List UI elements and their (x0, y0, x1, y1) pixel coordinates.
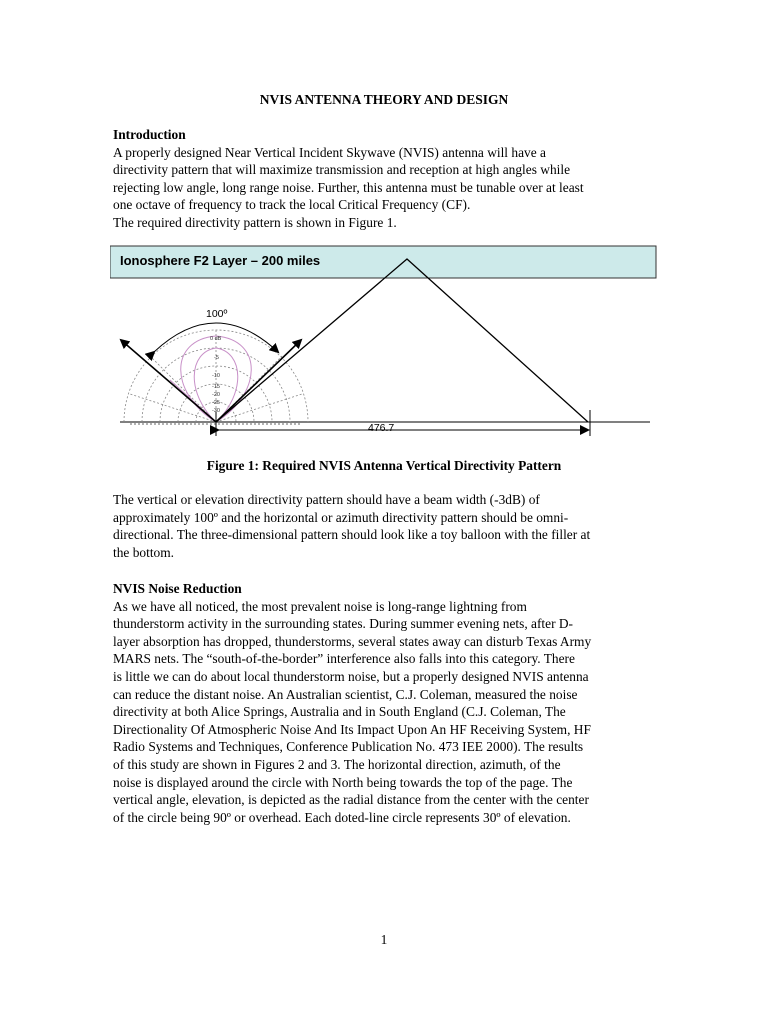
paragraph-line: noise is displayed around the circle with North being towards the top of the page. The (113, 774, 573, 790)
introduction-section (113, 126, 658, 232)
directivity-lobes (170, 336, 251, 422)
paragraph-line: thunderstorm activity in the surrounding states. During summer evening nets, after D- (113, 616, 574, 632)
paragraph-line: of this study are shown in Figures 2 and 3. The horizontal direction, azimuth, of the (113, 756, 561, 772)
document-title: NVIS ANTENNA THEORY AND DESIGN (259, 92, 509, 107)
db-label: -5 (214, 355, 219, 361)
figure-1 (110, 244, 670, 444)
noise-reduction-section (113, 580, 658, 826)
paragraph-line: is little we can do about local thunderstorm noise, but a properly designed NVIS antenna (113, 668, 589, 684)
polar-grid-spoke (216, 394, 302, 422)
paragraph-line: layer absorption has dropped, thunderstorms, several states away can disturb Texas Army (113, 633, 592, 649)
polar-grid-spoke (130, 394, 216, 422)
db-label: -15 (212, 384, 220, 390)
introduction-heading: Introduction (113, 127, 186, 142)
page-number: 1 (380, 932, 388, 947)
paragraph-line: directivity at both Alice Springs, Australia and in South England (C.J. Coleman, The (113, 704, 566, 720)
paragraph-line: the bottom. (113, 544, 174, 560)
db-label: -25 (212, 400, 220, 406)
pattern-paragraph (113, 491, 658, 561)
db-label: -30 (212, 408, 220, 414)
paragraph-line: MARS nets. The “south-of-the-border” interference also falls into this category. There (113, 651, 575, 667)
intro-line: one octave of frequency to track the local Critical Frequency (CF). (113, 197, 471, 213)
db-label: -20 (212, 392, 220, 398)
paragraph-line: of the circle being 90º or overhead. Each doted-line circle represents 30º of elevation. (113, 809, 571, 825)
polar-grid-spoke (150, 356, 216, 422)
beamwidth-label: 100º (206, 308, 228, 320)
ionosphere-layer-label: Ionosphere F2 Layer – 200 miles (120, 253, 321, 268)
paragraph-line: approximately 100º and the horizontal or azimuth directivity pattern should be omni- (113, 509, 569, 525)
intro-line: directivity pattern that will maximize transmission and reception at high angles while (113, 162, 571, 178)
distance-label: 476.7 (368, 422, 395, 434)
paragraph-line: directional. The three-dimensional pattern should look like a toy balloon with the filler at (113, 527, 591, 543)
beam-edge-right-arrow (216, 340, 301, 422)
paragraph-line: vertical angle, elevation, is depicted as the radial distance from the center with the center (113, 792, 589, 808)
intro-line: The required directivity pattern is shown in Figure 1. (113, 214, 397, 230)
db-label: 0 dB (210, 336, 222, 342)
noise-reduction-heading: NVIS Noise Reduction (113, 581, 242, 596)
paragraph-line: As we have all noticed, the most prevalent noise is long-range lightning from (113, 598, 527, 614)
paragraph-line: can reduce the distant noise. An Australian scientist, C.J. Coleman, measured the noise (113, 686, 578, 702)
directivity-diagram (110, 244, 670, 444)
db-label: -10 (212, 373, 220, 379)
figure-caption: Figure 1: Required NVIS Antenna Vertical Directivity Pattern (206, 458, 562, 473)
intro-line: rejecting low angle, long range noise. Further, this antenna must be tunable over at least (113, 179, 584, 195)
intro-line: A properly designed Near Vertical Incident Skywave (NVIS) antenna will have a (113, 144, 546, 160)
paragraph-line: Directionality Of Atmospheric Noise And Its Impact Upon An HF Receiving System, HF (113, 721, 591, 737)
skywave-path (216, 259, 588, 422)
paragraph-line: Radio Systems and Techniques, Conference Publication No. 473 IEE 2000). The results (113, 739, 584, 755)
beam-edge-left-arrow (121, 340, 216, 422)
paragraph-line: The vertical or elevation directivity pattern should have a beam width (-3dB) of (113, 492, 540, 507)
